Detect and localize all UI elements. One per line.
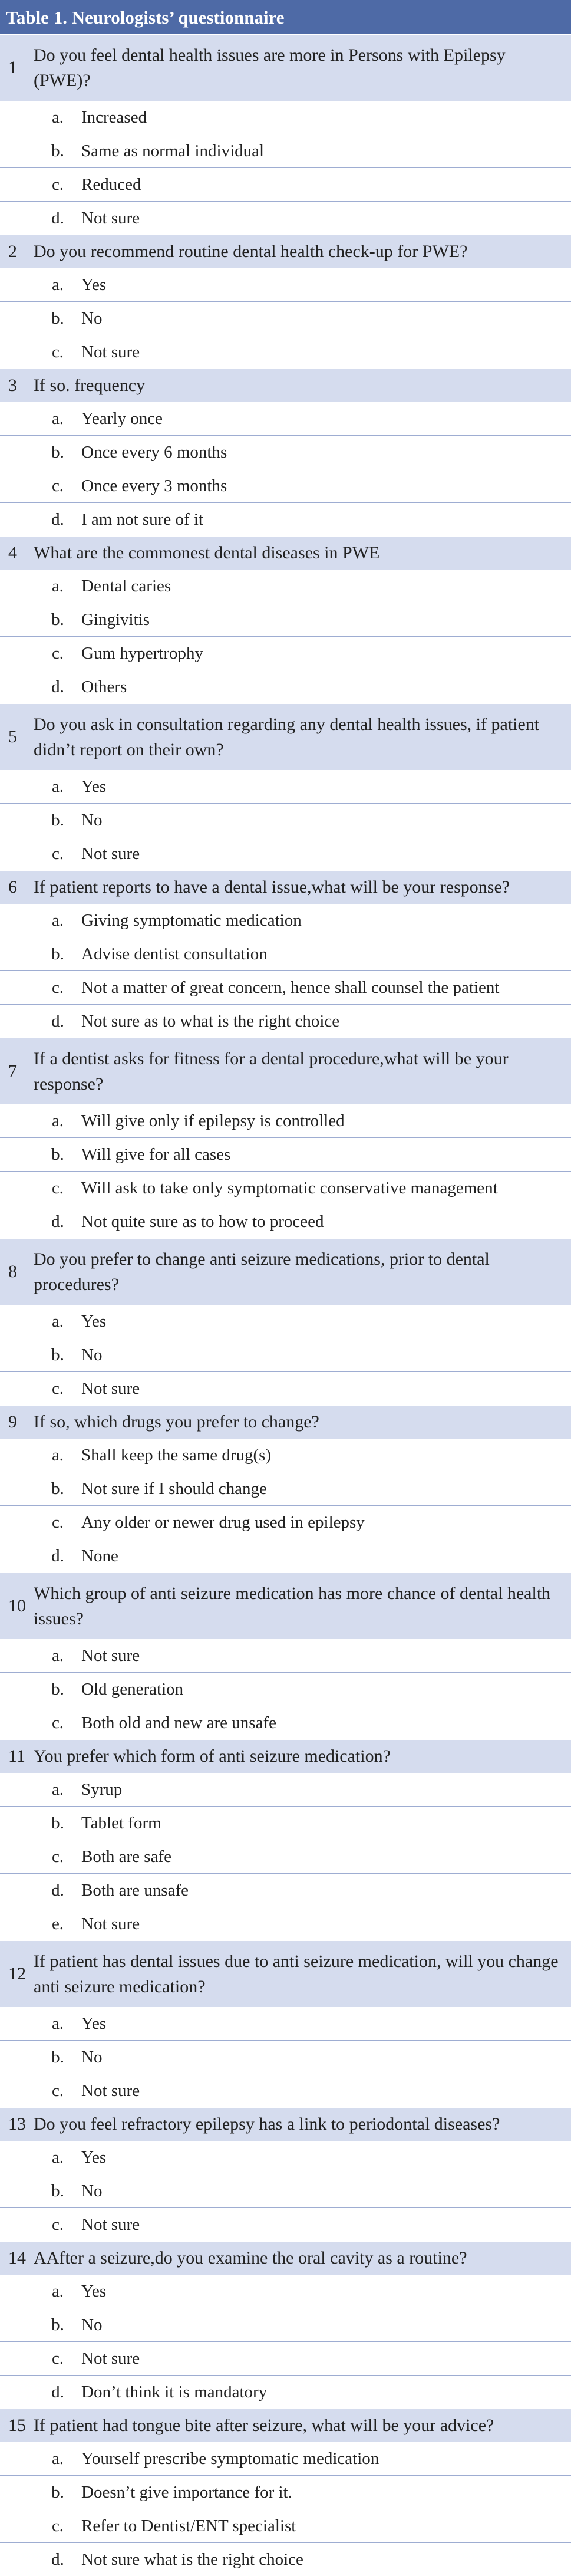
option-row (0, 1773, 571, 1807)
option-letter: c. (51, 1179, 64, 1197)
option-text: Reduced (81, 175, 141, 194)
question-number: 2 (8, 242, 17, 261)
question-number: 6 (8, 877, 17, 897)
option-row (0, 1439, 571, 1472)
option-text: Others (81, 677, 127, 696)
option-indent (0, 2376, 34, 2409)
option-indent (0, 1172, 34, 1205)
option-indent (0, 1104, 34, 1137)
option-text: Will give only if epilepsy is controlled (81, 1111, 345, 1130)
option-row (0, 168, 571, 202)
option-indent (0, 436, 34, 469)
option-row (0, 2476, 571, 2509)
option-text: Not sure if I should change (81, 1479, 267, 1498)
option-row (0, 469, 571, 503)
option-indent (0, 168, 34, 201)
option-indent (0, 937, 34, 970)
option-row (0, 1472, 571, 1506)
option-letter: c. (51, 343, 64, 361)
option-row (0, 2275, 571, 2308)
option-letter: d. (51, 510, 64, 529)
option-row (0, 2308, 571, 2342)
option-text: Yes (81, 2014, 107, 2033)
option-letter: c. (51, 844, 64, 863)
option-text: Tablet form (81, 1814, 161, 1833)
option-text: Syrup (81, 1780, 123, 1799)
option-indent (0, 1338, 34, 1371)
option-row (0, 101, 571, 134)
option-indent (0, 469, 34, 502)
option-indent (0, 503, 34, 536)
option-text: Old generation (81, 1680, 184, 1699)
question-text: AAfter a seizure,do you examine the oral cavity as a routine? (34, 2248, 467, 2268)
option-indent (0, 1840, 34, 1873)
option-text: Not sure (81, 2081, 140, 2100)
option-text: Both are unsafe (81, 1881, 189, 1900)
option-text: Not sure (81, 844, 140, 863)
option-row (0, 804, 571, 837)
option-letter: a. (51, 108, 64, 127)
option-row (0, 1104, 571, 1138)
option-letter: c. (51, 1379, 64, 1398)
option-text: Not quite sure as to how to proceed (81, 1212, 324, 1231)
option-text: Both old and new are unsafe (81, 1713, 276, 1732)
option-row (0, 1639, 571, 1673)
option-row (0, 2174, 571, 2208)
option-letter: b. (51, 811, 64, 830)
option-letter: a. (51, 275, 64, 294)
question-number: 8 (8, 1262, 17, 1281)
option-letter: b. (51, 2182, 64, 2200)
question-row (0, 369, 571, 402)
option-letter: c. (51, 2215, 64, 2234)
question-number: 9 (8, 1412, 17, 1432)
option-row (0, 603, 571, 637)
option-letter: a. (51, 911, 64, 930)
option-row (0, 2509, 571, 2543)
option-indent (0, 2041, 34, 2074)
option-row (0, 2208, 571, 2241)
question-number: 5 (8, 727, 17, 746)
option-row (0, 2543, 571, 2576)
option-text: Advise dentist consultation (81, 945, 268, 963)
option-indent (0, 804, 34, 837)
question-row (0, 235, 571, 268)
option-row (0, 904, 571, 937)
option-indent (0, 2342, 34, 2375)
option-indent (0, 837, 34, 870)
question-row (0, 703, 571, 770)
question-row (0, 1739, 571, 1773)
option-row (0, 1706, 571, 1739)
option-letter: c. (51, 978, 64, 997)
option-text: Gum hypertrophy (81, 644, 203, 663)
option-letter: b. (51, 2048, 64, 2067)
option-indent (0, 2308, 34, 2341)
question-row (0, 1940, 571, 2007)
option-letter: c. (51, 1713, 64, 1732)
option-row (0, 1338, 571, 1372)
option-letter: d. (51, 677, 64, 696)
option-indent (0, 1874, 34, 1907)
question-text: If patient had tongue bite after seizure, what will be your advice? (34, 2416, 494, 2435)
question-text: What are the commonest dental diseases in PWE (34, 543, 380, 562)
option-text: Yes (81, 2282, 107, 2301)
option-row (0, 402, 571, 436)
option-letter: d. (51, 1881, 64, 1900)
option-letter: d. (51, 2383, 64, 2401)
option-text: Yes (81, 1312, 107, 1331)
option-letter: c. (51, 2349, 64, 2368)
option-indent (0, 2074, 34, 2107)
question-text: If patient reports to have a dental issue,what will be your response? (34, 877, 510, 897)
option-letter: b. (51, 1814, 64, 1833)
option-text: No (81, 811, 103, 830)
option-text: Shall keep the same drug(s) (81, 1446, 272, 1465)
option-row (0, 2442, 571, 2476)
question-text: Do you recommend routine dental health check-up for PWE? (34, 242, 468, 261)
option-text: Not sure what is the right choice (81, 2550, 303, 2569)
option-row (0, 2376, 571, 2409)
question-number: 7 (8, 1061, 17, 1081)
option-indent (0, 2476, 34, 2509)
question-text: Do you feel dental health issues are more in Persons with Epilepsy (PWE)? (34, 45, 506, 90)
option-row (0, 2041, 571, 2074)
option-indent (0, 1539, 34, 1572)
option-letter: c. (51, 476, 64, 495)
question-text: Do you prefer to change anti seizure medications, prior to dental procedures? (34, 1249, 490, 1294)
option-letter: a. (51, 1446, 64, 1465)
option-row (0, 503, 571, 536)
option-text: Not a matter of great concern, hence shall counsel the patient (81, 978, 500, 997)
option-letter: b. (51, 309, 64, 328)
option-row (0, 670, 571, 703)
option-indent (0, 2007, 34, 2040)
option-text: Any older or newer drug used in epilepsy (81, 1513, 365, 1532)
option-letter: b. (51, 443, 64, 462)
question-number: 10 (8, 1596, 26, 1616)
option-text: Same as normal individual (81, 142, 265, 160)
question-text: If so. frequency (34, 376, 146, 395)
option-indent (0, 2509, 34, 2542)
option-indent (0, 1673, 34, 1706)
option-text: Not sure (81, 1646, 140, 1665)
option-letter: d. (51, 2550, 64, 2569)
option-letter: b. (51, 945, 64, 963)
option-indent (0, 1773, 34, 1806)
question-number: 11 (8, 1746, 25, 1766)
table-body (0, 34, 571, 2576)
option-text: Not sure (81, 343, 140, 361)
option-text: Yes (81, 275, 107, 294)
option-row (0, 1840, 571, 1874)
table-title: Table 1. Neurologists’ questionnaire (0, 0, 571, 34)
option-row (0, 1172, 571, 1205)
option-indent (0, 134, 34, 167)
option-indent (0, 1305, 34, 1338)
option-text: Will ask to take only symptomatic conservative management (81, 1179, 498, 1197)
option-letter: e. (51, 1914, 64, 1933)
option-indent (0, 1205, 34, 1238)
option-indent (0, 1639, 34, 1672)
option-letter: d. (51, 209, 64, 228)
option-indent (0, 202, 34, 235)
question-text: Do you feel refractory epilepsy has a link to periodontal diseases? (34, 2114, 500, 2134)
question-row (0, 1238, 571, 1305)
option-letter: c. (51, 2516, 64, 2535)
option-row (0, 335, 571, 369)
question-row (0, 34, 571, 101)
option-indent (0, 670, 34, 703)
option-indent (0, 1138, 34, 1171)
option-letter: c. (51, 175, 64, 194)
question-text: You prefer which form of anti seizure medication? (34, 1746, 391, 1766)
option-row (0, 1305, 571, 1338)
question-row (0, 1038, 571, 1104)
option-letter: b. (51, 1145, 64, 1164)
option-row (0, 971, 571, 1005)
question-text: If so, which drugs you prefer to change? (34, 1412, 319, 1432)
question-row (0, 2107, 571, 2141)
option-indent (0, 101, 34, 134)
question-number: 3 (8, 376, 17, 395)
option-row (0, 1673, 571, 1706)
option-indent (0, 2174, 34, 2207)
option-row (0, 202, 571, 235)
option-letter: a. (51, 1111, 64, 1130)
option-row (0, 2342, 571, 2376)
option-indent (0, 904, 34, 937)
option-row (0, 1138, 571, 1172)
option-indent (0, 302, 34, 335)
option-text: No (81, 309, 103, 328)
option-indent (0, 268, 34, 301)
option-indent (0, 637, 34, 670)
option-text: No (81, 2048, 103, 2067)
option-letter: a. (51, 777, 64, 796)
option-indent (0, 570, 34, 603)
question-number: 4 (8, 543, 17, 562)
option-text: Not sure (81, 2215, 140, 2234)
question-row (0, 1572, 571, 1639)
question-text: If patient has dental issues due to anti seizure medication, will you change anti seizure medication? (34, 1952, 559, 1996)
option-row (0, 637, 571, 670)
question-number: 13 (8, 2114, 26, 2134)
option-text: Yearly once (81, 409, 163, 428)
option-text: Not sure (81, 209, 140, 228)
option-text: Yourself prescribe symptomatic medication (81, 2449, 379, 2468)
option-letter: d. (51, 1547, 64, 1565)
option-text: Refer to Dentist/ENT specialist (81, 2516, 296, 2535)
option-text: Increased (81, 108, 147, 127)
option-indent (0, 770, 34, 803)
question-text: If a dentist asks for fitness for a dental procedure,what will be your response? (34, 1049, 509, 1094)
option-row (0, 1539, 571, 1572)
option-row (0, 1506, 571, 1539)
option-row (0, 2007, 571, 2041)
option-letter: c. (51, 1847, 64, 1866)
option-indent (0, 1439, 34, 1472)
option-indent (0, 1472, 34, 1505)
option-text: Dental caries (81, 577, 171, 596)
option-row (0, 1874, 571, 1907)
question-number: 15 (8, 2416, 26, 2435)
question-row (0, 870, 571, 904)
option-row (0, 937, 571, 971)
option-text: Not sure (81, 1914, 140, 1933)
question-number: 14 (8, 2248, 26, 2268)
option-text: Yes (81, 2148, 107, 2167)
option-indent (0, 1506, 34, 1539)
option-letter: a. (51, 1312, 64, 1331)
option-text: No (81, 2182, 103, 2200)
option-letter: d. (51, 1012, 64, 1031)
question-row (0, 1405, 571, 1439)
option-text: Giving symptomatic medication (81, 911, 302, 930)
question-row (0, 536, 571, 570)
option-indent (0, 603, 34, 636)
option-text: Not sure (81, 2349, 140, 2368)
option-row (0, 570, 571, 603)
option-letter: d. (51, 1212, 64, 1231)
option-text: Both are safe (81, 1847, 171, 1866)
option-letter: c. (51, 2081, 64, 2100)
option-indent (0, 1706, 34, 1739)
option-row (0, 837, 571, 870)
option-row (0, 1907, 571, 1940)
option-text: Not sure (81, 1379, 140, 1398)
option-indent (0, 1907, 34, 1940)
option-row (0, 2141, 571, 2174)
option-letter: a. (51, 577, 64, 596)
option-letter: b. (51, 142, 64, 160)
option-indent (0, 1372, 34, 1405)
option-letter: b. (51, 1345, 64, 1364)
option-text: No (81, 2315, 103, 2334)
option-indent (0, 2275, 34, 2308)
option-text: Will give for all cases (81, 1145, 231, 1164)
question-text: Do you ask in consultation regarding any dental health issues, if patient didn’t report on their own? (34, 715, 540, 759)
option-indent (0, 1807, 34, 1840)
option-row (0, 268, 571, 302)
option-letter: a. (51, 409, 64, 428)
option-letter: b. (51, 1680, 64, 1699)
option-text: Not sure as to what is the right choice (81, 1012, 340, 1031)
option-text: Yes (81, 777, 107, 796)
question-number: 12 (8, 1964, 26, 1983)
option-letter: b. (51, 2483, 64, 2502)
option-indent (0, 1005, 34, 1038)
option-text: Doesn’t give importance for it. (81, 2483, 292, 2502)
question-text: Which group of anti seizure medication has more chance of dental health issues? (34, 1584, 551, 1628)
option-row (0, 302, 571, 335)
option-text: No (81, 1345, 103, 1364)
question-number: 1 (8, 58, 17, 77)
option-letter: c. (51, 644, 64, 663)
option-text: Don’t think it is mandatory (81, 2383, 268, 2401)
option-letter: a. (51, 2148, 64, 2167)
option-text: Once every 6 months (81, 443, 227, 462)
option-text: Gingivitis (81, 610, 150, 629)
option-indent (0, 971, 34, 1004)
option-indent (0, 2442, 34, 2475)
option-text: None (81, 1547, 118, 1565)
option-row (0, 1005, 571, 1038)
option-row (0, 1807, 571, 1840)
option-letter: a. (51, 2449, 64, 2468)
option-row (0, 770, 571, 804)
option-indent (0, 2208, 34, 2241)
option-indent (0, 2543, 34, 2576)
option-letter: c. (51, 1513, 64, 1532)
option-indent (0, 335, 34, 369)
option-letter: b. (51, 2315, 64, 2334)
option-letter: b. (51, 1479, 64, 1498)
option-row (0, 134, 571, 168)
option-indent (0, 402, 34, 435)
option-text: Once every 3 months (81, 476, 227, 495)
option-row (0, 1205, 571, 1238)
option-letter: a. (51, 2282, 64, 2301)
option-indent (0, 2141, 34, 2174)
option-letter: a. (51, 2014, 64, 2033)
question-row (0, 2241, 571, 2275)
option-letter: a. (51, 1780, 64, 1799)
option-row (0, 1372, 571, 1405)
option-text: I am not sure of it (81, 510, 203, 529)
question-row (0, 2409, 571, 2442)
option-letter: a. (51, 1646, 64, 1665)
option-row (0, 2074, 571, 2107)
option-row (0, 436, 571, 469)
option-letter: b. (51, 610, 64, 629)
